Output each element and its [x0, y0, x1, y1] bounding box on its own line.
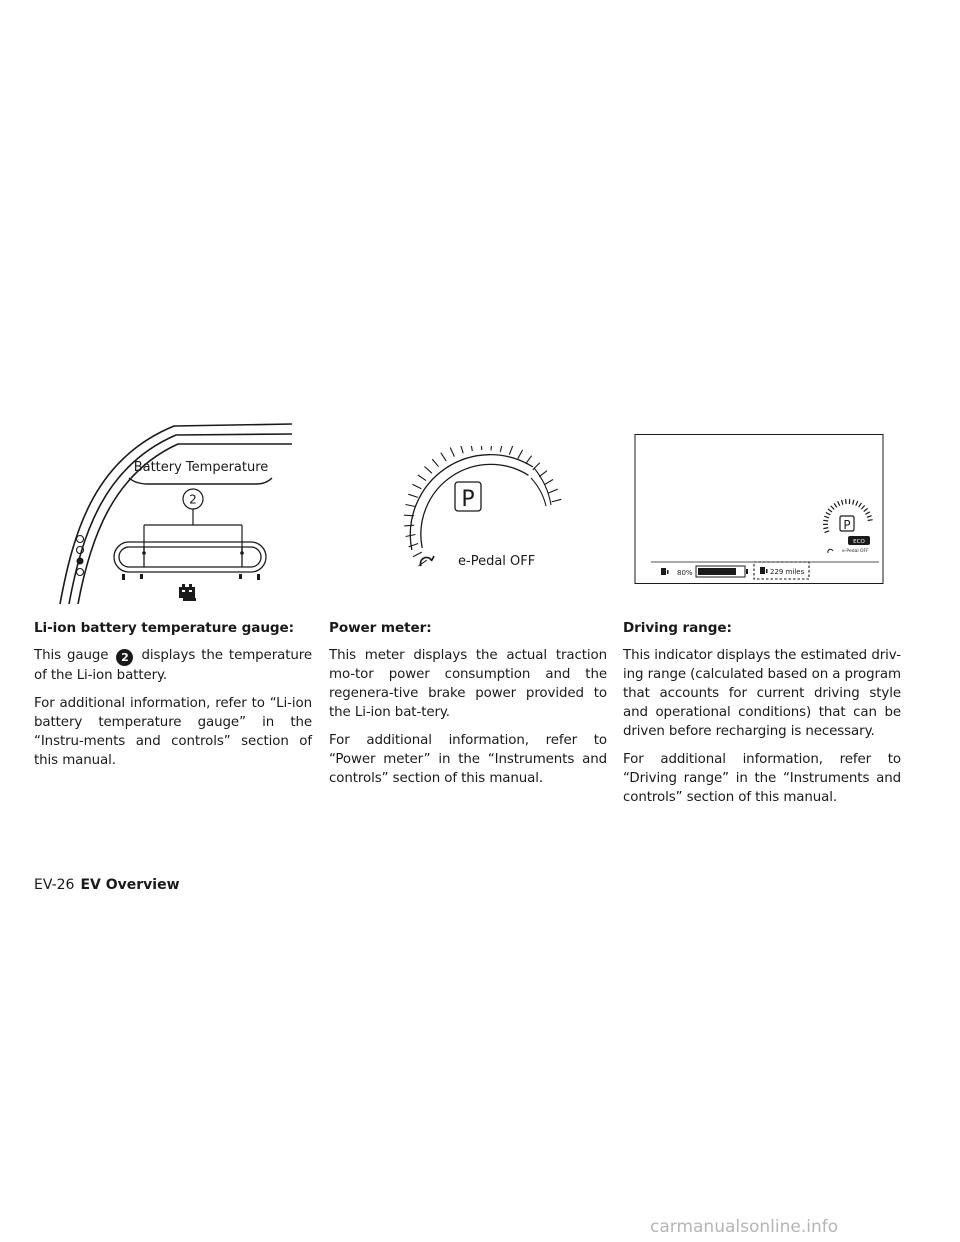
gauge-tick — [418, 475, 426, 481]
gauge-tick — [518, 450, 523, 459]
driving-range-figure — [634, 434, 886, 586]
gauge-tick — [544, 480, 553, 485]
range-status: e-Pedal OFF — [842, 549, 869, 554]
gauge-tick — [406, 505, 416, 507]
gauge-tick — [408, 494, 418, 497]
gauge-tick — [404, 525, 414, 526]
gauge-tick — [432, 459, 438, 467]
battery-temperature-title: Battery Temperature — [133, 460, 269, 475]
gauge-tick — [412, 484, 421, 488]
paragraph-power-1: This meter displays the actual traction mo-tor power consumption and the regenera-tive brake power provided to the Li-ion bat-tery. — [329, 648, 607, 720]
charge-percent: 80% — [677, 569, 693, 577]
paragraph-battery-1: This gauge 2 displays the temperature of the Li-ion battery. — [34, 648, 312, 683]
page-footer — [34, 877, 180, 893]
heading-driving-range: Driving range: — [623, 620, 732, 636]
gauge-tick — [509, 446, 513, 455]
power-meter-figure — [396, 446, 566, 576]
battery-temperature-icon — [179, 584, 196, 601]
gauge-tick — [425, 467, 432, 474]
range-miles: 229 miles — [770, 568, 805, 576]
battery-temperature-figure — [56, 418, 296, 608]
gauge-tick — [441, 453, 446, 461]
power-meter-gear: P — [461, 487, 475, 512]
section-title: EV Overview — [80, 877, 180, 893]
page-number: EV-26 — [34, 877, 75, 893]
range-gear: P — [843, 518, 851, 532]
heading-battery-temperature: Li-ion battery temperature gauge: — [34, 620, 294, 636]
gauge-tick — [409, 544, 419, 547]
range-mode: ECO — [853, 539, 865, 545]
gauge-tick — [539, 471, 547, 477]
watermark: carmanualsonline.info — [650, 1217, 839, 1237]
gauge-tick — [460, 446, 463, 453]
gauge-tick — [533, 463, 540, 470]
gauge-tick — [549, 489, 558, 493]
column-battery-temperature — [34, 619, 312, 779]
gauge-tick — [526, 456, 532, 464]
paragraph-battery-2: For additional information, refer to “Li-ion battery temperature gauge” in the “Instru-ments and controls” section of this manual. — [34, 696, 312, 768]
gauge-tick — [823, 520, 828, 521]
gauge-tick — [404, 515, 414, 516]
gauge-tick — [450, 448, 454, 457]
power-meter-status: e-Pedal OFF — [458, 554, 536, 569]
paragraph-power-2: For additional information, refer to “Power meter” in the “Instruments and controls” section of this manual. — [329, 733, 607, 786]
charge-level-bar — [698, 568, 736, 575]
callout-number-inline: 2 — [116, 649, 133, 666]
gauge-tick — [471, 446, 473, 451]
gauge-tick — [500, 446, 502, 452]
paragraph-range-1: This indicator displays the estimated driv-ing range (calculated based on a program that accounts for current driving style and operational conditions) that can be driven before recharging is necessary. — [623, 648, 901, 739]
gauge-tick — [868, 520, 873, 521]
gauge-tick — [552, 499, 562, 502]
column-driving-range — [623, 619, 901, 816]
paragraph-range-2: For additional information, refer to “Driving range” in the “Instruments and controls” section of this manual. — [623, 752, 901, 805]
temperature-bar — [114, 542, 266, 572]
gauge-tick — [846, 499, 847, 504]
column-power-meter — [329, 619, 607, 797]
epedal-icon — [420, 556, 434, 566]
gauge-tick — [491, 446, 492, 450]
gauge-tick — [413, 552, 422, 557]
heading-power-meter: Power meter: — [329, 620, 432, 636]
callout-number: 2 — [189, 492, 197, 507]
